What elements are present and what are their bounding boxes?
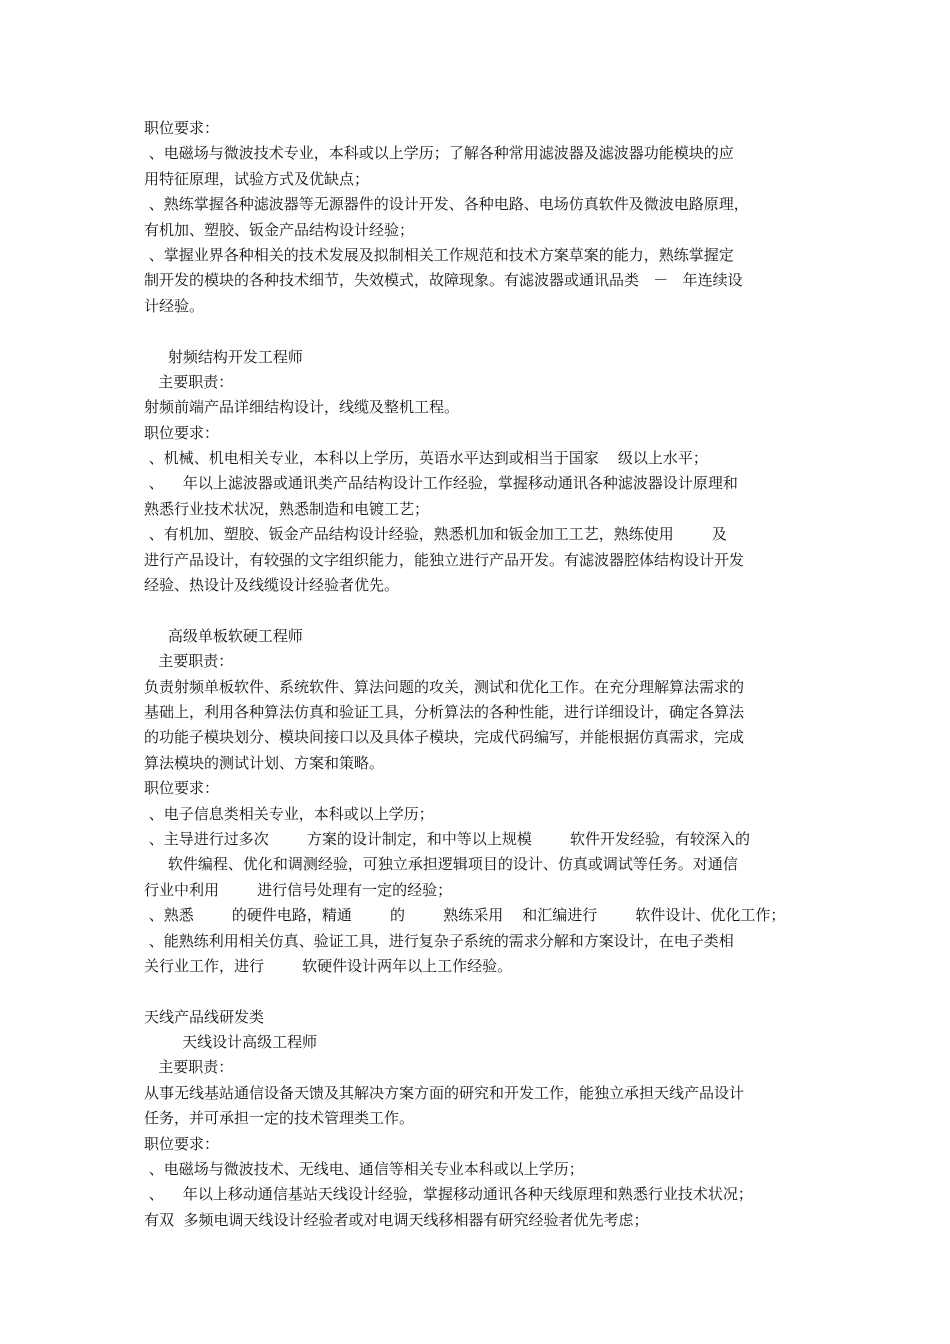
text-line: 任务，并可承担一定的技术管理类工作。 xyxy=(144,1109,415,1128)
text-line: 软件编程、优化和调测经验，可独立承担逻辑项目的设计、仿真或调试等任务。对通信 xyxy=(144,855,738,874)
text-line: 、电子信息类相关专业，本科或以上学历； xyxy=(144,804,434,823)
text-line: 、掌握业界各种相关的技术发展及拟制相关工作规范和技术方案草案的能力，熟练掌握定 xyxy=(144,245,734,264)
text-line: 主要职责： xyxy=(144,372,234,391)
text-line: 行业中利用 进行信号处理有一定的经验； xyxy=(144,880,453,899)
text-line: 算法模块的测试计划、方案和策略。 xyxy=(144,753,385,772)
text-line: 制开发的模块的各种技术细节，失效模式，故障现象。有滤波器或通讯品类 － 年连续设 xyxy=(144,271,743,290)
text-line: 职位要求： xyxy=(144,779,220,798)
text-line: 、熟悉 的硬件电路，精通 的 熟练采用 和汇编进行 软件设计、优化工作； xyxy=(144,906,786,925)
text-line: 主要职责： xyxy=(144,652,234,671)
text-line: 进行产品设计，有较强的文字组织能力，能独立进行产品开发。有滤波器腔体结构设计开发 xyxy=(144,550,745,569)
text-line: 职位要求： xyxy=(144,423,220,442)
text-line: 负责射频单板软件、系统软件、算法问题的攻关，测试和优化工作。在充分理解算法需求的 xyxy=(144,677,745,696)
text-line: 用特征原理，试验方式及优缺点； xyxy=(144,169,370,188)
category-heading: 天线产品线研发类 xyxy=(144,1007,265,1026)
text-line: 经验、热设计及线缆设计经验者优先。 xyxy=(144,576,400,595)
blank-line xyxy=(144,598,809,623)
text-line: 、有机加、塑胶、钣金产品结构设计经验，熟悉机加和钣金加工工艺，熟练使用 及 xyxy=(144,525,727,544)
text-line: 、 年以上滤波器或通讯类产品结构设计工作经验，掌握移动通讯各种滤波器设计原理和 xyxy=(144,474,738,493)
section-heading: 高级单板软硬工程师 xyxy=(144,626,303,645)
blank-line xyxy=(144,319,809,344)
section-heading: 天线设计高级工程师 xyxy=(144,1033,318,1052)
text-line: 主要职责： xyxy=(144,1058,234,1077)
text-line: 射频前端产品详细结构设计，线缆及整机工程。 xyxy=(144,398,460,417)
text-line: 、电磁场与微波技术专业，本科或以上学历；了解各种常用滤波器及滤波器功能模块的应 xyxy=(144,144,734,163)
text-line: 有机加、塑胶、钣金产品结构设计经验； xyxy=(144,220,415,239)
text-line: 职位要求： xyxy=(144,1134,220,1153)
text-line: 基础上，利用各种算法仿真和验证工具，分析算法的各种性能，进行详细设计，确定各算法 xyxy=(144,702,745,721)
blank-line xyxy=(144,979,809,1004)
text-line: 、机械、机电相关专业，本科以上学历，英语水平达到或相当于国家 级以上水平； xyxy=(144,449,708,468)
document-body xyxy=(144,116,809,1233)
text-line: 职位要求： xyxy=(144,119,220,137)
text-line: 、能熟练利用相关仿真、验证工具，进行复杂子系统的需求分解和方案设计，在电子类相 xyxy=(144,931,734,950)
text-line: 熟悉行业技术状况，熟悉制造和电镀工艺； xyxy=(144,499,430,518)
section-heading: 射频结构开发工程师 xyxy=(144,347,303,366)
text-line: 关行业工作，进行 软硬件设计两年以上工作经验。 xyxy=(144,956,513,975)
text-line: 计经验。 xyxy=(144,296,205,315)
text-line: 从事无线基站通信设备天馈及其解决方案方面的研究和开发工作，能独立承担天线产品设计 xyxy=(144,1083,745,1102)
text-line: 、熟练掌握各种滤波器等无源器件的设计开发、各种电路、电场仿真软件及微波电路原理， xyxy=(144,195,749,214)
text-line: 的功能子模块划分、模块间接口以及具体子模块，完成代码编写，并能根据仿真需求，完成 xyxy=(144,728,745,747)
text-line: 、 年以上移动通信基站天线设计经验，掌握移动通讯各种天线原理和熟悉行业技术状况； xyxy=(144,1185,753,1204)
text-line: 有双 多频电调天线设计经验者或对电调天线移相器有研究经验者优先考虑； xyxy=(144,1210,649,1229)
text-line: 、主导进行过多次 方案的设计制定，和中等以上规模 软件开发经验，有较深入的 xyxy=(144,829,751,848)
text-line: 、电磁场与微波技术、无线电、通信等相关专业本科或以上学历； xyxy=(144,1160,584,1179)
